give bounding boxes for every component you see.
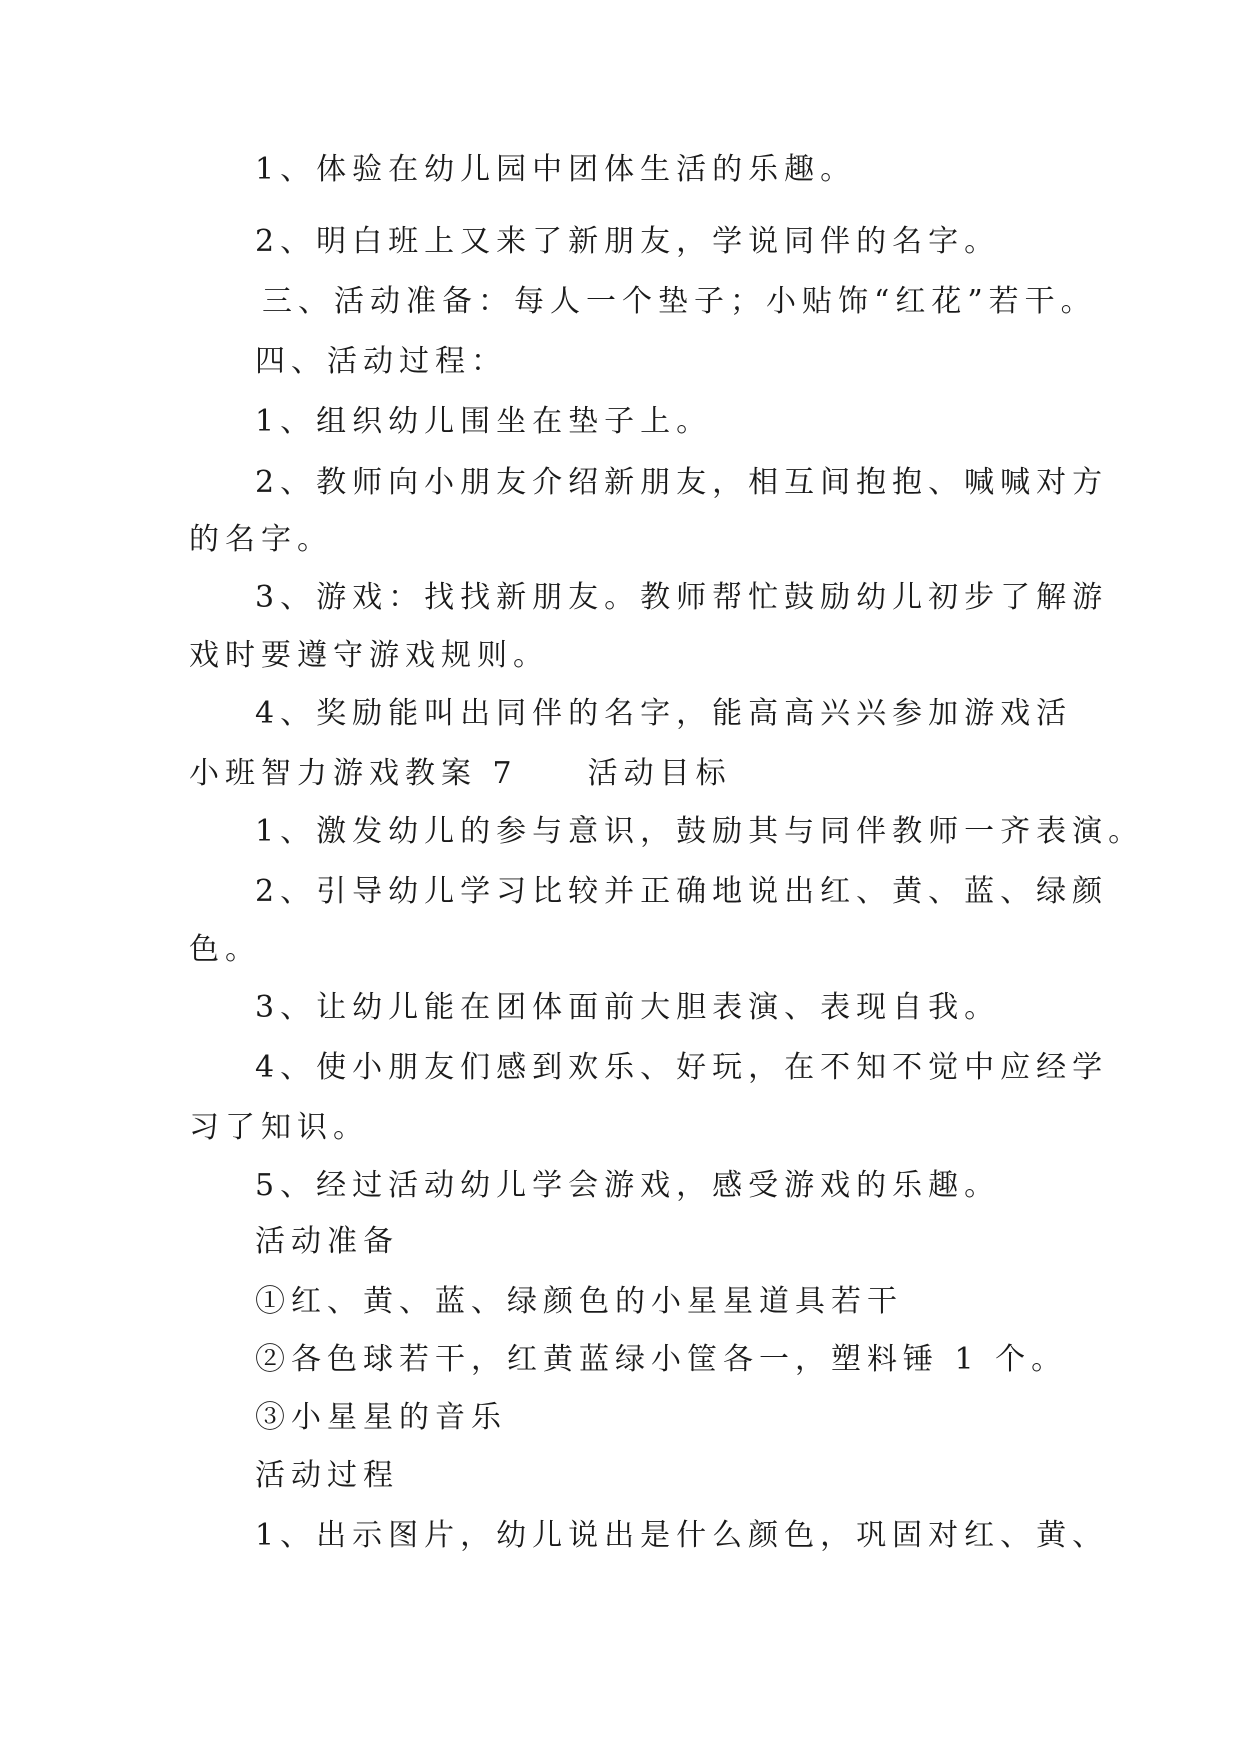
paragraph-continuation: 的名字。 — [189, 522, 333, 557]
paragraph: 1、组织幼儿围坐在垫子上。 — [255, 404, 713, 439]
paragraph: 4、奖励能叫出同伴的名字，能高高兴兴参加游戏活 — [255, 696, 1073, 731]
list-item: ②各色球若干，红黄蓝绿小筐各一，塑料锤 1 个。 — [255, 1342, 1068, 1377]
section-heading: 活动过程 — [255, 1458, 399, 1493]
paragraph: 2、教师向小朋友介绍新朋友，相互间抱抱、喊喊对方 — [255, 465, 1109, 500]
paragraph: 1、出示图片，幼儿说出是什么颜色，巩固对红、黄、 — [255, 1518, 1109, 1553]
paragraph: 三、活动准备：每人一个垫子；小贴饰“红花”若干。 — [262, 284, 1097, 319]
paragraph: 1、激发幼儿的参与意识，鼓励其与同伴教师一齐表演。 — [255, 814, 1145, 849]
paragraph: 4、使小朋友们感到欢乐、好玩，在不知不觉中应经学 — [255, 1050, 1109, 1085]
paragraph: 3、游戏：找找新朋友。教师帮忙鼓励幼儿初步了解游 — [255, 580, 1109, 615]
section-heading: 活动目标 — [587, 756, 732, 791]
paragraph-continuation: 戏时要遵守游戏规则。 — [189, 638, 549, 673]
document-title — [189, 754, 732, 794]
paragraph-continuation: 色。 — [189, 932, 261, 967]
paragraph: 3、让幼儿能在团体面前大胆表演、表现自我。 — [255, 990, 1001, 1025]
paragraph: 2、明白班上又来了新朋友，学说同伴的名字。 — [255, 224, 1001, 259]
list-item: ①红、黄、蓝、绿颜色的小星星道具若干 — [255, 1284, 903, 1319]
paragraph: 5、经过活动幼儿学会游戏，感受游戏的乐趣。 — [255, 1168, 1001, 1203]
document-title-text: 小班智力游戏教案 7 — [189, 756, 518, 791]
section-heading: 四、活动过程： — [255, 344, 507, 379]
paragraph: 2、引导幼儿学习比较并正确地说出红、黄、蓝、绿颜 — [255, 874, 1109, 909]
section-heading: 活动准备 — [255, 1224, 399, 1259]
paragraph: 1、体验在幼儿园中团体生活的乐趣。 — [255, 152, 857, 187]
list-item: ③小星星的音乐 — [255, 1400, 507, 1435]
paragraph-continuation: 习了知识。 — [189, 1110, 369, 1145]
